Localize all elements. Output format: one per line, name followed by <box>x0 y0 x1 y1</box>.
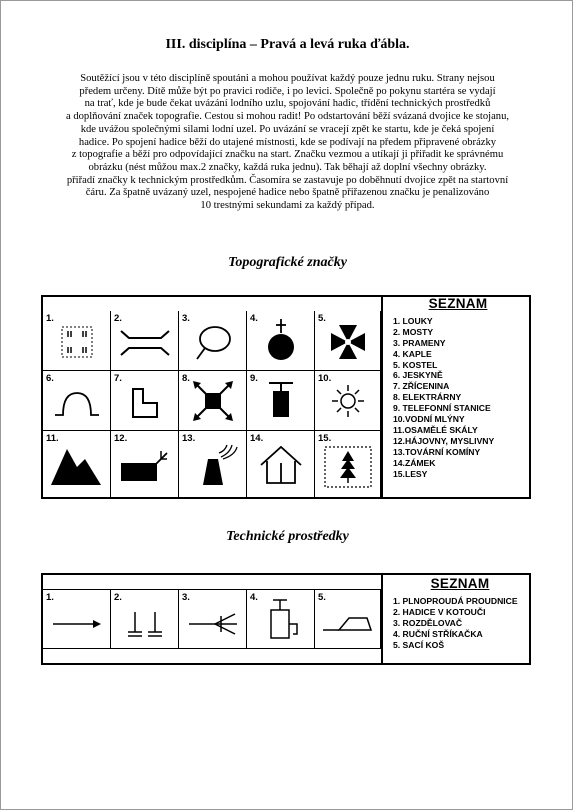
cell-number: 13. <box>182 433 196 444</box>
page-title: III. disciplína – Pravá a levá ruka ďábla. <box>165 37 410 52</box>
meadow-symbol-icon <box>43 311 111 371</box>
tech-cell-4 <box>247 589 315 649</box>
topo-panel <box>41 295 531 499</box>
suction-basket-symbol-icon <box>315 590 381 650</box>
legend-item: 1. LOUKY <box>393 315 433 326</box>
paragraph-line: z topografie a běží pro odpovídající značku na start. Značku vezmou a utíkají ji přiřadit ke správnému <box>71 149 504 161</box>
cell-number: 15. <box>318 433 332 444</box>
topo-heading: Topografické značky <box>228 255 347 270</box>
paragraph-line: obrázku (nést můžou max.2 značky, každá ruka jednu). Tak běhají až doplní všechny obrázky. <box>88 161 487 173</box>
tech-heading: Technické prostředky <box>226 529 349 544</box>
paragraph-line: Soutěžící jsou v této disciplíně spoutáni a mohou používat každý pouze jednu ruku. Strany nejsou <box>80 73 495 84</box>
topo-cell-11 <box>43 431 111 497</box>
topo-symbol-grid <box>43 297 383 497</box>
cell-number: 8. <box>182 373 190 384</box>
paragraph-line: přiřadí značky k technickým prostředkům. Časomíra se zastavuje po doběhnutí dvojice zpět na startovní <box>66 174 509 186</box>
legend-item: 2. HADICE V KOTOUČI <box>393 606 486 617</box>
forest-symbol-icon <box>315 431 381 497</box>
legend-title: SEZNAM <box>428 296 488 311</box>
topo-cell-6 <box>43 371 111 431</box>
topo-cell-9 <box>247 371 315 431</box>
cell-number: 6. <box>46 373 54 384</box>
legend-item: 13.TOVÁRNÍ KOMÍNY <box>393 446 481 457</box>
cell-number: 11. <box>46 433 59 444</box>
cell-number: 1. <box>46 592 54 603</box>
rolled-hose-symbol-icon <box>111 590 179 650</box>
paragraph-line: na trať, kde je bude čekat uvázání lodního uzlu, spojování hadic, třídění technických prostředků <box>84 98 491 110</box>
paragraph-line: čáru. Za špatně uvázaný uzel, nespojené hadice nebo špatně přiřazenou značku je penalizováno <box>85 187 490 199</box>
cell-number: 9. <box>250 373 258 384</box>
paragraph-line: hadice. Po spojení hadice běží do utajené místnosti, kde se podívají na předem připravené obrázky <box>78 136 497 148</box>
legend-item: 9. TELEFONNÍ STANICE <box>393 403 491 414</box>
cell-number: 2. <box>114 592 122 603</box>
legend-item: 4. KAPLE <box>393 348 432 359</box>
cell-number: 3. <box>182 313 190 324</box>
legend-title: SEZNAM <box>430 576 490 591</box>
telephone-station-symbol-icon <box>247 371 315 431</box>
topo-cell-13 <box>179 431 247 497</box>
tech-cell-5 <box>315 589 381 649</box>
topo-cell-8 <box>179 371 247 431</box>
topo-cell-4 <box>247 311 315 371</box>
legend-item: 4. RUČNÍ STŘÍKAČKA <box>393 628 483 639</box>
cell-number: 5. <box>318 592 326 603</box>
legend-item: 5. SACÍ KOŠ <box>393 639 445 650</box>
nozzle-symbol-icon <box>43 590 111 650</box>
legend-item: 6. JESKYNĚ <box>393 370 443 381</box>
topo-cell-1 <box>43 311 111 371</box>
legend-item: 8. ELEKTRÁRNY <box>393 392 462 403</box>
tech-panel <box>41 573 531 665</box>
church-symbol-icon <box>315 311 381 371</box>
tech-cell-1 <box>43 589 111 649</box>
chapel-symbol-icon <box>247 311 315 371</box>
paragraph-line: a doplňování značek topografie. Cestou si mohou radit! Po odstartování běží svázaná dvojice ke stojanu, <box>65 111 510 123</box>
tech-legend <box>393 576 527 650</box>
rules-paragraph <box>1 73 573 213</box>
topo-cell-5 <box>315 311 381 371</box>
cave-symbol-icon <box>43 371 111 431</box>
legend-item: 3. PRAMENY <box>393 337 446 348</box>
legend-item: 10.VODNÍ MLÝNY <box>393 414 465 425</box>
factory-chimney-symbol-icon <box>179 431 247 497</box>
paragraph-line: 10 trestnými sekundami za každý případ. <box>200 200 375 212</box>
paragraph-line: kde uvážou společnými silami lodní uzel. Po uvázání se vracejí zpět ke startu, kde je čeká spojení <box>80 123 495 135</box>
topo-cell-12 <box>111 431 179 497</box>
tech-cell-2 <box>111 589 179 649</box>
cell-number: 12. <box>114 433 128 444</box>
tech-symbol-grid <box>43 575 383 663</box>
topo-cell-2 <box>111 311 179 371</box>
gamekeeper-lodge-symbol-icon <box>111 431 179 497</box>
legend-item: 2. MOSTY <box>393 326 434 337</box>
lonely-rocks-symbol-icon <box>43 431 111 497</box>
paragraph-line: předem určeny. Dítě může být po pravici rodiče, i po levici. Společně po pokynu startéra se vydají <box>79 85 496 97</box>
power-plant-symbol-icon <box>179 371 247 431</box>
cell-number: 3. <box>182 592 190 603</box>
topo-cell-7 <box>111 371 179 431</box>
topo-cell-10 <box>315 371 381 431</box>
topo-cell-15 <box>315 431 381 497</box>
cell-number: 4. <box>250 592 258 603</box>
cell-number: 10. <box>318 373 332 384</box>
cell-number: 5. <box>318 313 326 324</box>
cell-number: 14. <box>250 433 264 444</box>
legend-item: 5. KOSTEL <box>393 359 438 370</box>
legend-item: 11.OSAMĚLÉ SKÁLY <box>393 424 478 435</box>
topo-cell-14 <box>247 431 315 497</box>
spring-symbol-icon <box>179 311 247 371</box>
castle-symbol-icon <box>247 431 315 497</box>
cell-number: 2. <box>114 313 122 324</box>
topo-cell-3 <box>179 311 247 371</box>
cell-number: 7. <box>114 373 122 384</box>
tech-cell-3 <box>179 589 247 649</box>
legend-item: 15.LESY <box>393 468 428 479</box>
splitter-symbol-icon <box>179 590 247 650</box>
cell-number: 4. <box>250 313 258 324</box>
water-mill-symbol-icon <box>315 371 381 431</box>
ruin-symbol-icon <box>111 371 179 431</box>
legend-item: 1. PLNOPROUDÁ PROUDNICE <box>393 595 518 606</box>
hand-pump-symbol-icon <box>247 590 315 650</box>
legend-item: 14.ZÁMEK <box>393 457 436 468</box>
cell-number: 1. <box>46 313 54 324</box>
legend-item: 3. ROZDĚLOVAČ <box>393 617 463 628</box>
legend-item: 12.HÁJOVNY, MYSLIVNY <box>393 435 495 446</box>
legend-item: 7. ZŘÍCENINA <box>393 381 450 392</box>
bridge-symbol-icon <box>111 311 179 371</box>
topo-legend <box>393 296 523 480</box>
